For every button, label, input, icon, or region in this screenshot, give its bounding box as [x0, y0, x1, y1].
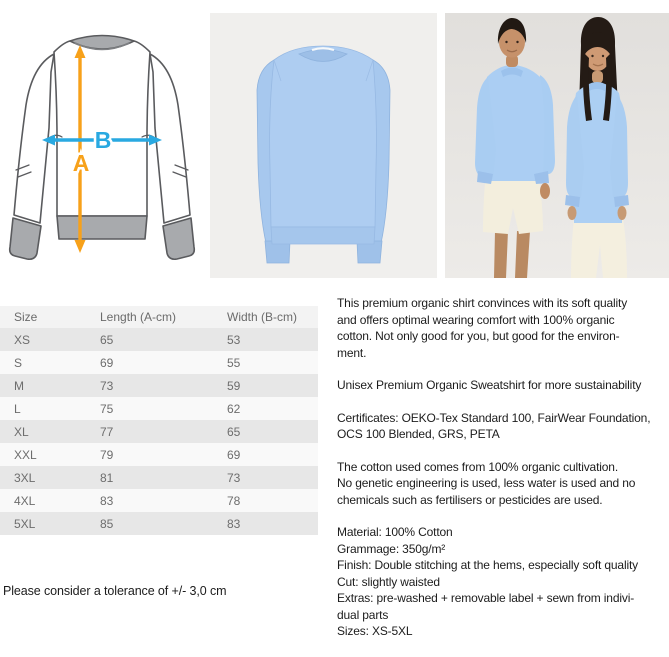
size-table: [0, 306, 318, 535]
description-line: Finish: Double stitching at the hems, especially soft quality: [337, 558, 639, 572]
product-flatlay-panel: [210, 13, 437, 278]
size-diagram: [2, 10, 202, 270]
description-paragraph-certificates: [337, 410, 669, 443]
table-cell: L: [0, 397, 86, 420]
size-table-body: [0, 328, 318, 535]
table-cell: 83: [86, 489, 213, 512]
description-line: The cotton used comes from 100% organic cultivation.: [337, 459, 619, 474]
table-cell: 79: [86, 443, 213, 466]
table-cell: 5XL: [0, 512, 86, 535]
tolerance-note: Please consider a tolerance of +/- 3,0 cm: [3, 584, 227, 598]
table-header-row: [0, 306, 318, 328]
table-cell: 4XL: [0, 489, 86, 512]
table-cell: 65: [213, 420, 318, 443]
table-cell: 53: [213, 328, 318, 351]
product-flatlay-image: [210, 13, 437, 278]
product-models-image: [445, 13, 669, 278]
description-line: and offers optimal wearing comfort with 100% organic: [337, 312, 615, 327]
description-line: Material: 100% Cotton: [337, 525, 453, 539]
description-paragraph-intro: [337, 295, 669, 361]
description-line: Extras: pre-washed + removable label + sewn from indivi-: [337, 591, 635, 605]
table-row: [0, 466, 318, 489]
width-label: B: [94, 127, 112, 153]
table-cell: XL: [0, 420, 86, 443]
description-line: cotton. Not only good for you, but good for the environ-: [337, 329, 620, 343]
description-line: Unisex Premium Organic Sweatshirt for more sustainability: [337, 378, 642, 392]
table-cell: 59: [213, 374, 318, 397]
description-paragraph-product-name: [337, 377, 669, 394]
table-cell: 65: [86, 328, 213, 351]
description-line: OCS 100 Blended, GRS, PETA: [337, 427, 500, 441]
description-line: dual parts: [337, 607, 389, 622]
column-header-width: Width (B-cm): [213, 306, 318, 328]
size-diagram-panel: [2, 10, 202, 270]
length-label: A: [72, 150, 90, 176]
table-cell: 62: [213, 397, 318, 420]
product-models-panel: [445, 13, 669, 278]
flatlay-sweatshirt: [257, 46, 390, 263]
table-row: [0, 443, 318, 466]
description-line: No genetic engineering is used, less water is used and no: [337, 476, 636, 490]
description-line: Grammage: 350g/m²: [337, 541, 446, 556]
description-line: ment.: [337, 345, 367, 360]
table-cell: 83: [213, 512, 318, 535]
table-cell: 75: [86, 397, 213, 420]
table-cell: 77: [86, 420, 213, 443]
table-cell: 73: [213, 466, 318, 489]
product-description: [337, 295, 669, 656]
table-cell: 78: [213, 489, 318, 512]
table-row: [0, 351, 318, 374]
table-row: [0, 374, 318, 397]
table-row: [0, 397, 318, 420]
description-line: chemicals such as fertilisers or pesticides are used.: [337, 492, 603, 507]
table-cell: S: [0, 351, 86, 374]
size-table-header: [0, 306, 318, 328]
description-line: Cut: slightly waisted: [337, 574, 440, 589]
table-cell: 55: [213, 351, 318, 374]
description-paragraph-specs: [337, 524, 669, 640]
description-line: Certificates: OEKO-Tex Standard 100, FairWear Foundation,: [337, 410, 651, 425]
table-cell: XS: [0, 328, 86, 351]
description-paragraph-cotton: [337, 459, 669, 509]
table-cell: 3XL: [0, 466, 86, 489]
column-header-size: Size: [0, 306, 86, 328]
column-header-length: Length (A-cm): [86, 306, 213, 328]
table-cell: 73: [86, 374, 213, 397]
table-cell: 69: [86, 351, 213, 374]
table-row: [0, 512, 318, 535]
description-line: This premium organic shirt convinces with its soft quality: [337, 296, 628, 310]
description-line: Sizes: XS-5XL: [337, 624, 413, 638]
table-cell: M: [0, 374, 86, 397]
table-row: [0, 489, 318, 512]
table-cell: XXL: [0, 443, 86, 466]
table-cell: 85: [86, 512, 213, 535]
table-cell: 81: [86, 466, 213, 489]
table-row: [0, 420, 318, 443]
table-cell: 69: [213, 443, 318, 466]
table-row: [0, 328, 318, 351]
